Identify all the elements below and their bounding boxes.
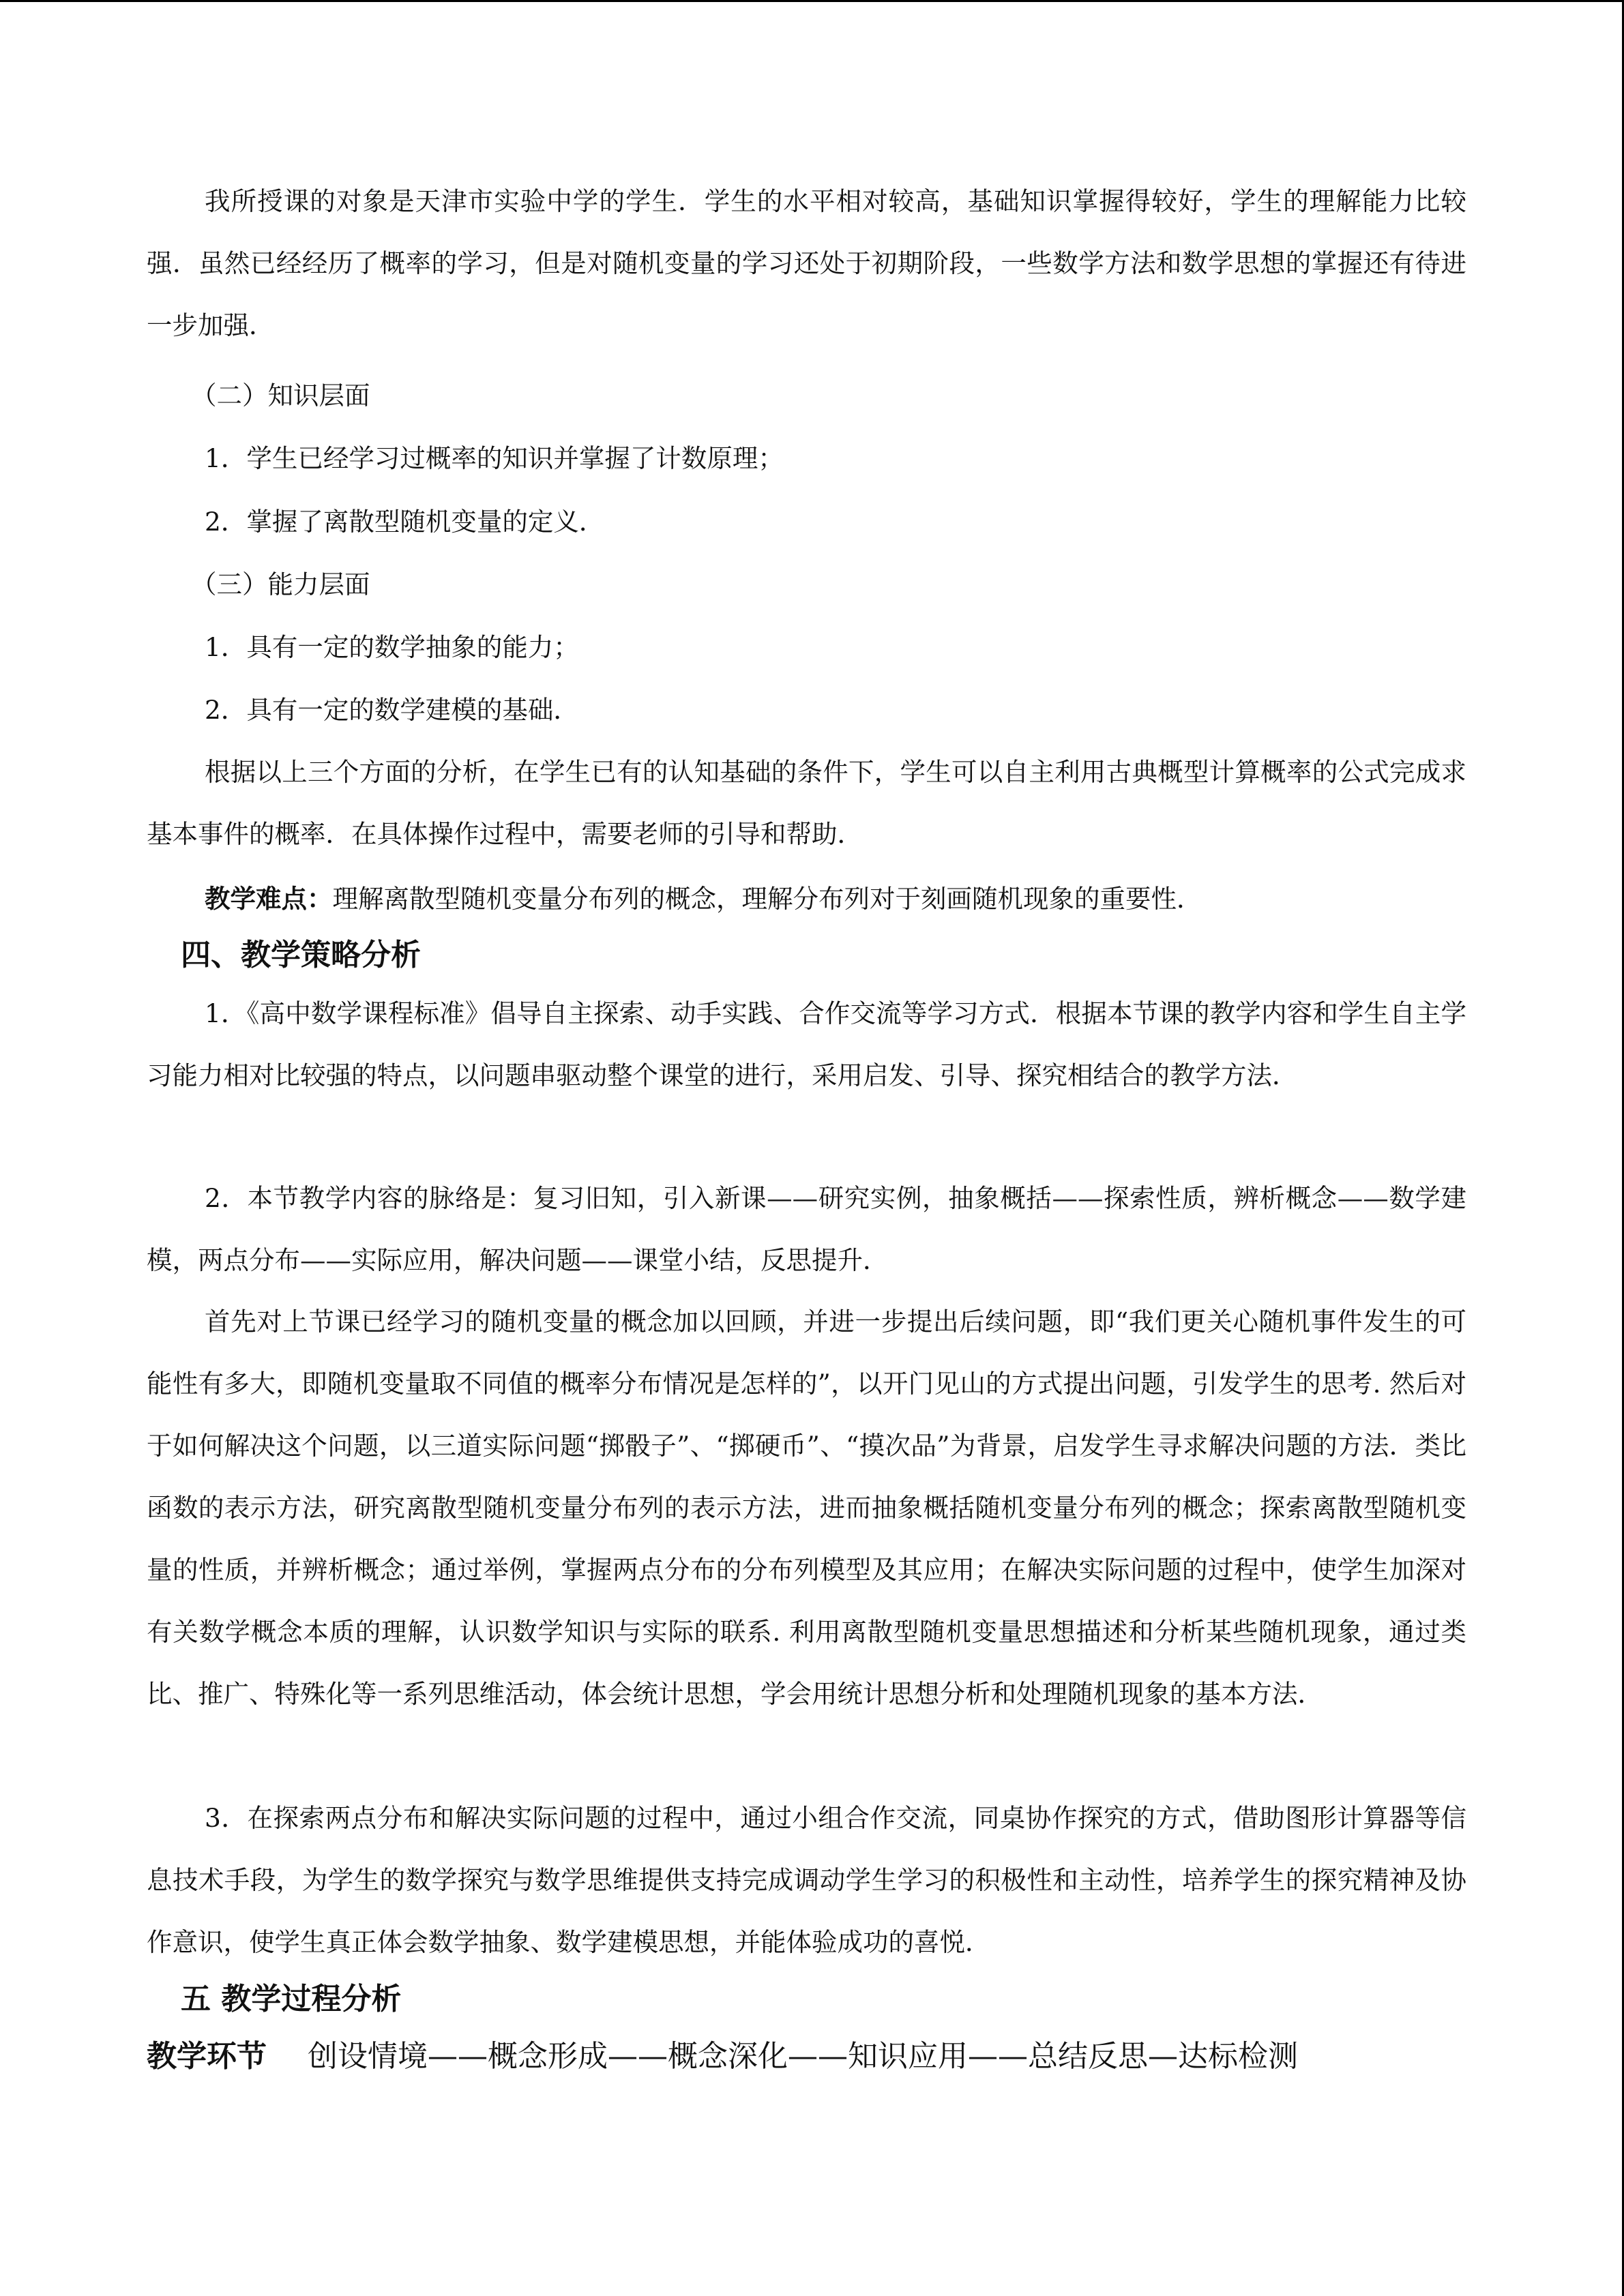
subheading-ability-level: （三）能力层面 — [191, 569, 370, 599]
strategy-item-1: 1．《高中数学课程标准》倡导自主探索、动手实践、合作交流等学习方式．根据本节课的教学内容和学生自主学习能力相对比较强的特点，以问题串驱动整个课堂的进行，采用启发、引导、探究相结合的教学方法． — [147, 998, 1466, 1090]
strategy-detail-paragraph: 首先对上节课已经学习的随机变量的概念加以回顾，并进一步提出后续问题，即“我们更关心随机事件发生的可能性有多大，即随机变量取不同值的概率分布情况是怎样的”，以开门见山的方式提出问题，引发学生的思考. 然后对于如何解决这个问题，以三道实际问题“掷骰子”、“掷硬币”、“摸次品”为背景，启发学生寻求解决问题的方法．类比函数的表示方法，研究离散型随机变量分布列的表示方法，进而抽象概括随机变量分布列的概念；探索离散型随机变量的性质，并辨析概念；通过举例，掌握两点分布的分布列模型及其应用；在解决实际问题的过程中，使学生加深对有关数学概念本质的理解，认识数学知识与实际的联系. 利用离散型随机变量思想描述和分析某些随机现象，通过类比、推广、特殊化等一系列思维活动，体会统计思想，学会用统计思想分析和处理随机现象的基本方法． — [147, 1307, 1466, 1709]
section-heading-process: 五 教学过程分析 — [181, 1982, 402, 2016]
flow-label: 教学环节 — [147, 2039, 267, 2074]
teaching-flow-row — [147, 2038, 1298, 2076]
difficulty-text: 理解离散型随机变量分布列的概念，理解分布列对于刻画随机现象的重要性． — [332, 884, 1202, 914]
ability-item-2: 2．具有一定的数学建模的基础． — [205, 695, 579, 725]
summary-paragraph: 根据以上三个方面的分析，在学生已有的认知基础的条件下，学生可以自主利用古典概型计算概率的公式完成求基本事件的概率．在具体操作过程中，需要老师的引导和帮助． — [147, 757, 1466, 849]
teaching-difficulty — [205, 881, 1202, 916]
page-border-top — [0, 0, 1624, 2]
strategy-item-3: 3．在探索两点分布和解决实际问题的过程中，通过小组合作交流，同桌协作探究的方式，借助图形计算器等信息技术手段，为学生的数学探究与数学思维提供支持完成调动学生学习的积极性和主动性，培养学生的探究精神及协作意识，使学生真正体会数学抽象、数学建模思想，并能体验成功的喜悦． — [147, 1803, 1466, 1957]
section-heading-strategy: 四、教学策略分析 — [181, 938, 421, 972]
ability-item-1: 1．具有一定的数学抽象的能力； — [205, 632, 579, 662]
knowledge-item-1: 1．学生已经学习过概率的知识并掌握了计数原理； — [205, 443, 784, 473]
flow-text: 创设情境——概念形成——概念深化——知识应用——总结反思—达标检测 — [308, 2039, 1298, 2074]
strategy-item-2: 2．本节教学内容的脉络是：复习旧知，引入新课——研究实例，抽象概括——探索性质，辨析概念——数学建模，两点分布——实际应用，解决问题——课堂小结，反思提升． — [147, 1183, 1466, 1275]
difficulty-label: 教学难点： — [205, 884, 333, 914]
student-analysis-paragraph: 我所授课的对象是天津市实验中学的学生．学生的水平相对较高，基础知识掌握得较好，学生的理解能力比较强．虽然已经经历了概率的学习，但是对随机变量的学习还处于初期阶段，一些数学方法和数学思想的掌握还有待进一步加强． — [147, 186, 1466, 340]
subheading-knowledge-level: （二）知识层面 — [191, 381, 370, 411]
knowledge-item-2: 2．掌握了离散型随机变量的定义． — [205, 507, 605, 537]
